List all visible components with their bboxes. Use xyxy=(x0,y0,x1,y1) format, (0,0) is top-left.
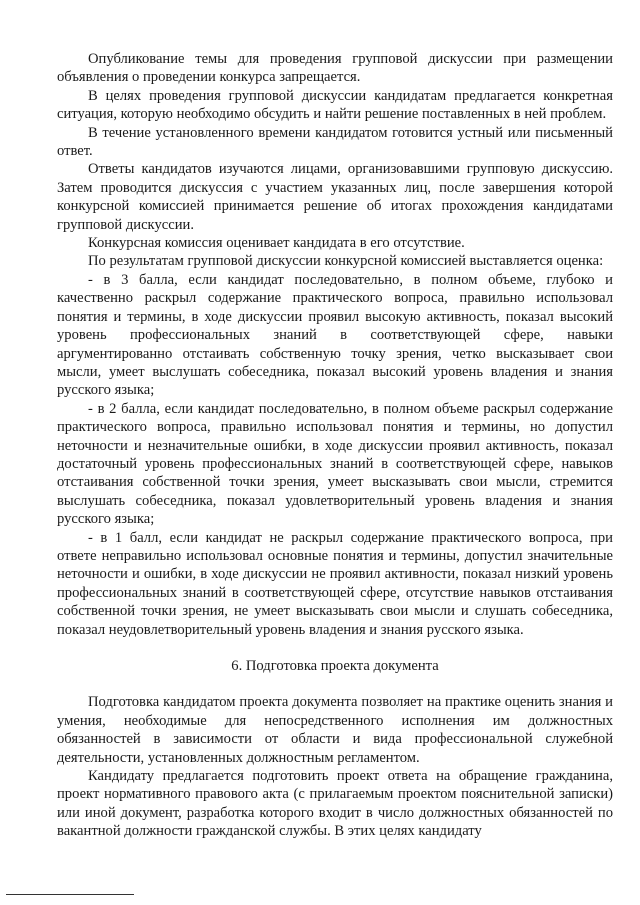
paragraph-situation: В целях проведения групповой дискуссии кандидатам предлагается конкретная ситуация, которую необходимо обсудить и найти решение поставленных в ней проблем. xyxy=(57,87,613,123)
paragraph-grading-intro: По результатам групповой дискуссии конкурсной комиссией выставляется оценка: xyxy=(88,253,604,270)
footnote-divider xyxy=(6,894,134,895)
list-item-grade-1: - в 1 балл, если кандидат не раскрыл содержание практического вопроса, при ответе неправильно использовал основные понятия и термины, допустил значительные неточности и ошибки, в ходе дискуссии не проявил активности, показал низкий уровень профессиональных знаний в соответствующей сфере, отсутствие навыков отстаивания собственной точки зрения, не умеет высказывать свои мысли и слушать собеседника, показал неудовлетворительный уровень владения и знания русского языка. xyxy=(57,529,613,638)
paragraph-topic-publication: Опубликование темы для проведения групповой дискуссии при размещении объявления о проведении конкурса запрещается. xyxy=(57,51,613,86)
list-item-grade-3: - в 3 балла, если кандидат последовательно, в полном объеме, глубоко и качественно раскрыл содержание практического вопроса, правильно использовал понятия и термины, в ходе дискуссии проявил высокую активность, показал высокий уровень профессиональных знаний в соответствующей сфере, навыки аргументированно отстаивать собственную точку зрения, четко высказывает свои мысли, умеет выслушать собеседника, показал высокий уровень владения и знания русского языка; xyxy=(57,271,613,399)
list-item-grade-2: - в 2 балла, если кандидат последовательно, в полном объеме раскрыл содержание практического вопроса, правильно использовал понятия и термины, но допустил неточности и незначительные ошибки, в ходе дискуссии проявил активность, показал достаточный уровень профессиональных знаний в соответствующей сфере, навыков отстаивания собственной точки зрения, умеет высказывать свои мысли, стремится выслушать собеседника, показал удовлетворительный уровень владения и знания русского языка; xyxy=(57,400,613,528)
paragraph-answer-time: В течение установленного времени кандидатом готовится устный или письменный ответ. xyxy=(57,124,613,160)
paragraph-document-types: Кандидату предлагается подготовить проект ответа на обращение гражданина, проект нормативного правового акта (с прилагаемым проектом пояснительной записки) или иной документ, разработка которого входит в число должностных обязанностей по вакантной должности гражданской службы. В этих целях кандидату xyxy=(57,768,613,840)
section-heading: 6. Подготовка проекта документа xyxy=(231,658,439,674)
paragraph-document-preparation: Подготовка кандидатом проекта документа позволяет на практике оценить знания и умения, необходимые для непосредственного исполнения им должностных обязанностей в зависимости от области и вида профессиональной служебной деятельности, установленных должностным регламентом. xyxy=(57,694,613,766)
document-page xyxy=(57,50,613,841)
paragraph-answers-review: Ответы кандидатов изучаются лицами, организовавшими групповую дискуссию. Затем проводится дискуссия с участием указанных лиц, после завершения которой конкурсной комиссией принимается решение об итогах прохождения кандидатами групповой дискуссии. xyxy=(57,161,613,233)
paragraph-absence-evaluation: Конкурсная комиссия оценивает кандидата в его отсутствие. xyxy=(88,235,465,252)
